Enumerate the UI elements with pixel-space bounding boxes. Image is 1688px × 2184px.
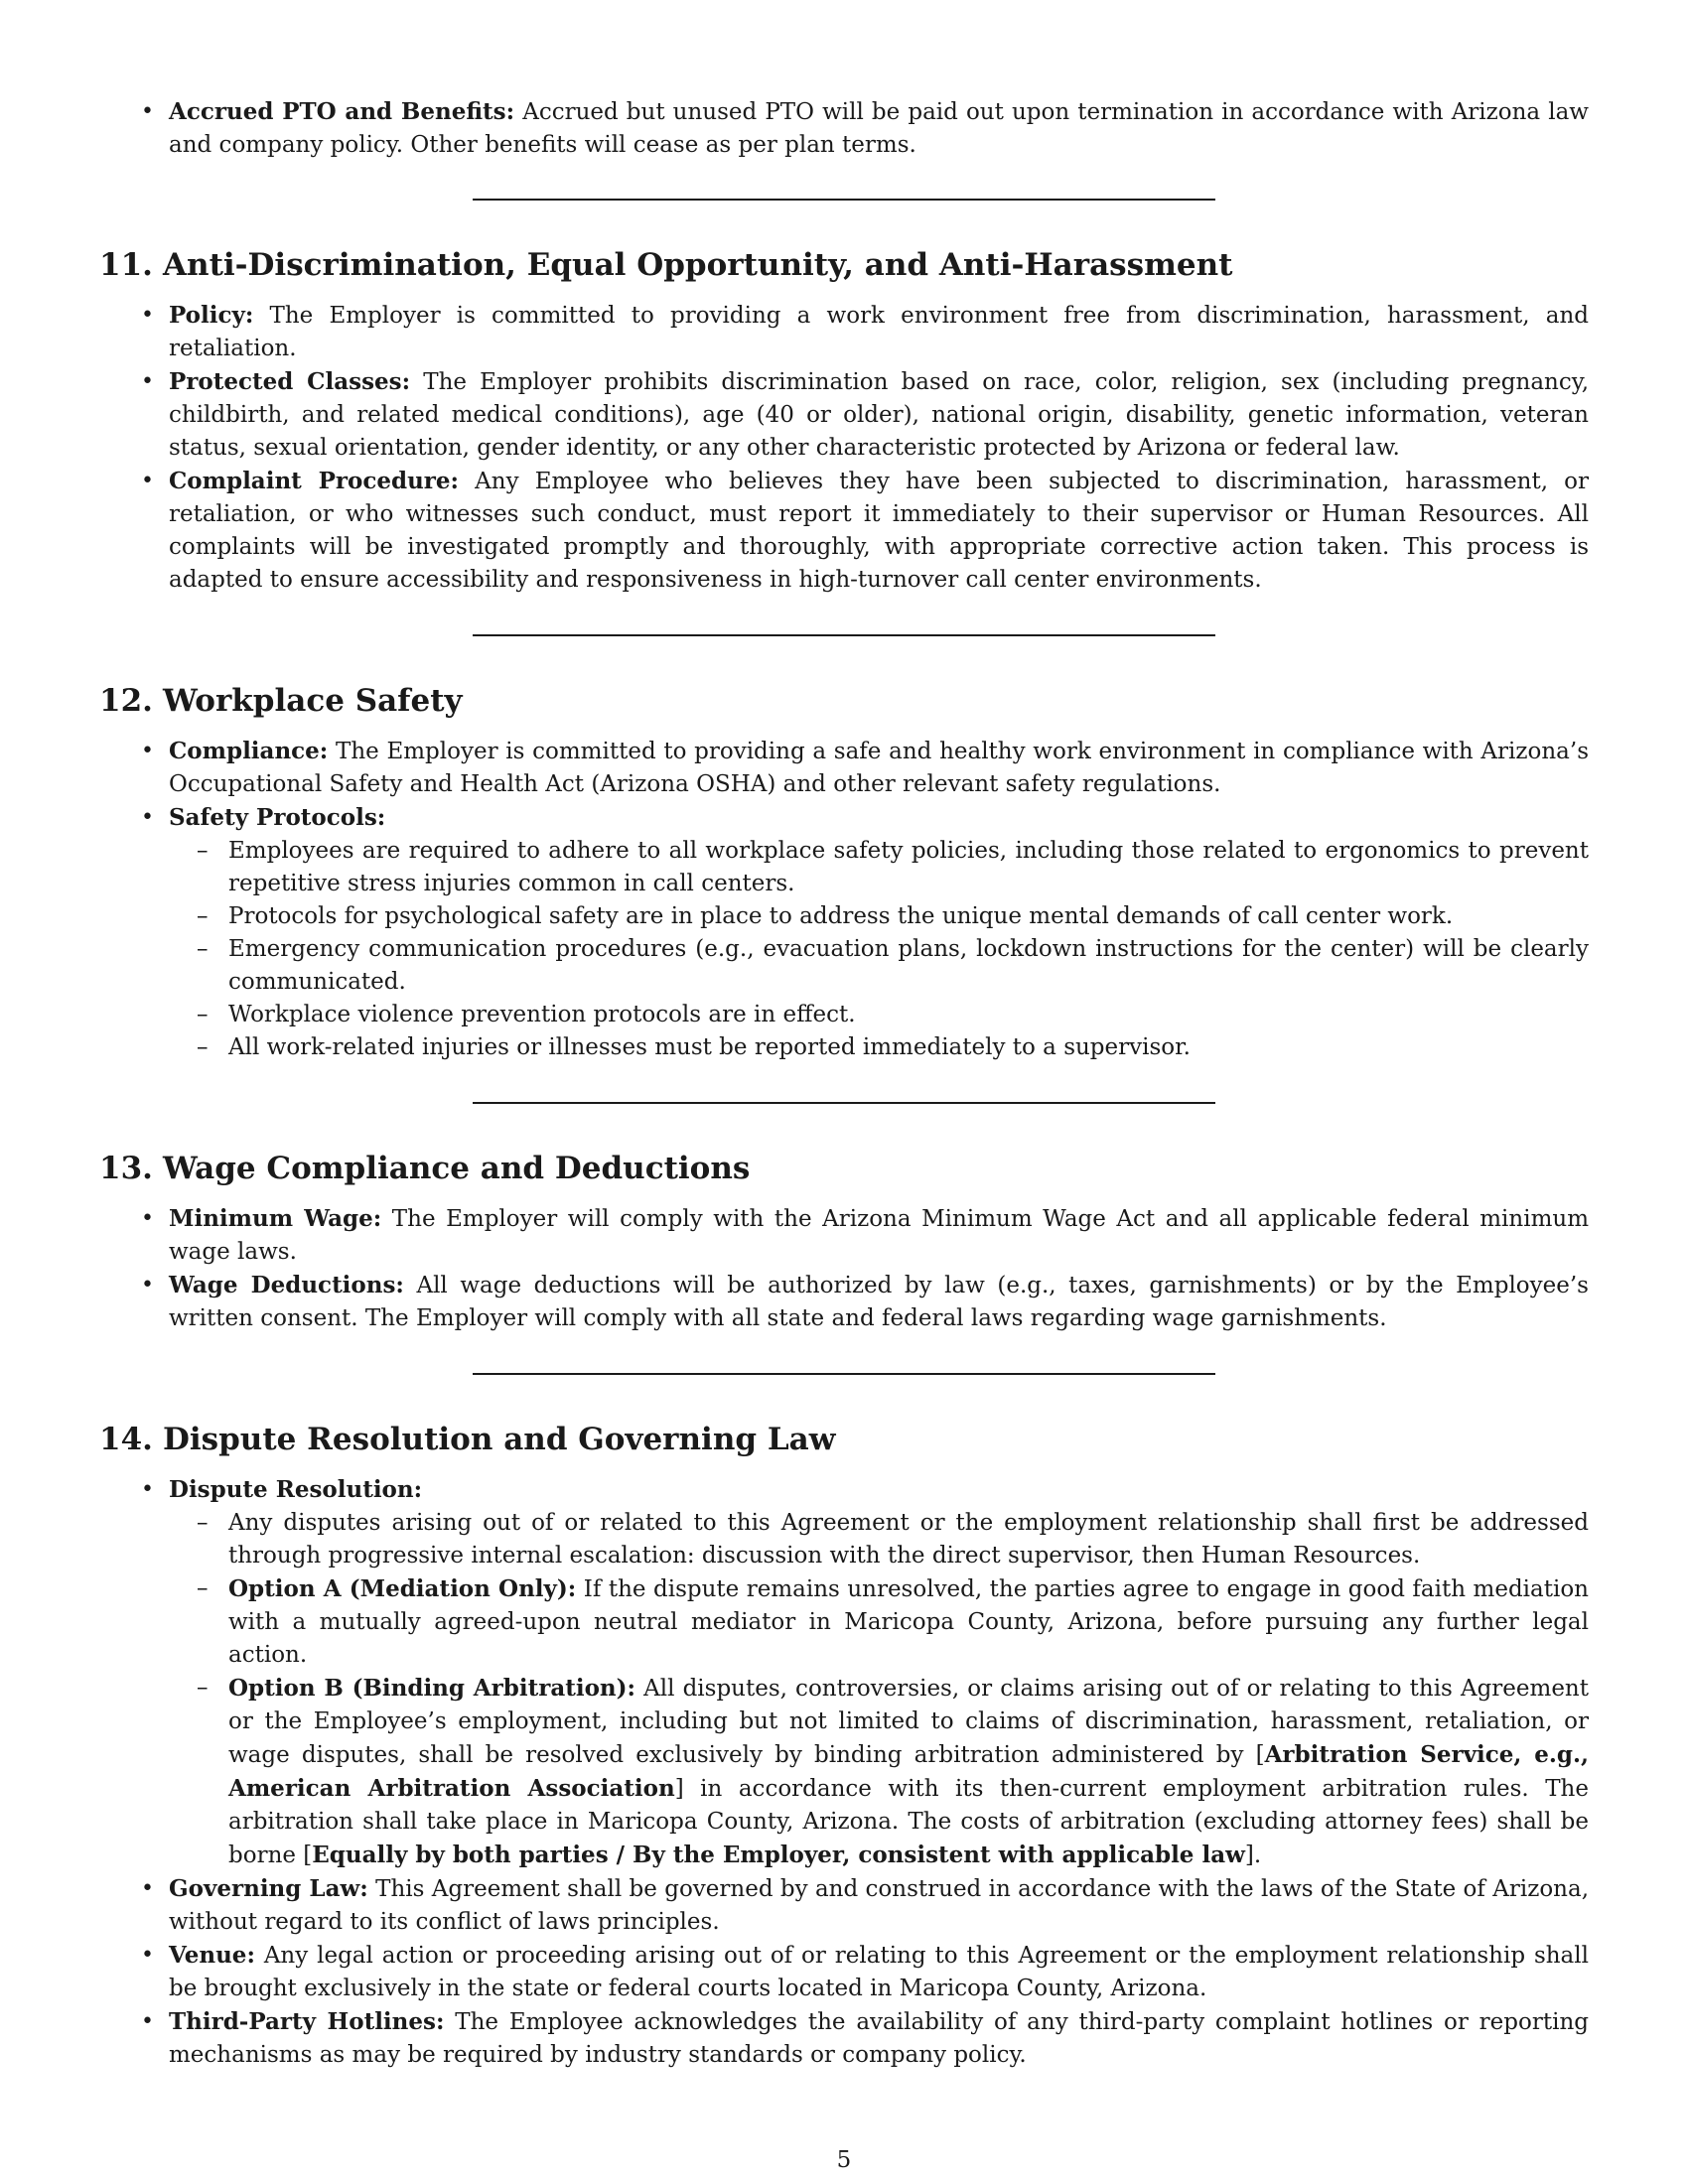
sub-item: – Emergency communication procedures (e.g., evacuation plans, lockdown instructions for the center) will be clearly communicated. xyxy=(169,933,1589,999)
item-label: Minimum Wage: xyxy=(169,1205,382,1232)
section-11 xyxy=(99,245,1589,597)
list-item-governing-law xyxy=(99,1872,1589,1939)
section-heading xyxy=(99,245,1589,285)
item-label: Compliance: xyxy=(169,738,329,764)
section-number: 11. xyxy=(99,247,153,283)
list-item-safety-protocols xyxy=(99,801,1589,1064)
sub-item-escalation: – Any disputes arising out of or related to this Agreement or the employment relationship shall first be addressed through progressive internal escalation: discussion with the direct supervisor, then Human Resources. xyxy=(169,1507,1589,1572)
list-item-third-party-hotlines xyxy=(99,2005,1589,2072)
item-label: Option B (Binding Arbitration): xyxy=(228,1675,636,1702)
section-divider xyxy=(473,1102,1215,1104)
section-12 xyxy=(99,681,1589,1064)
item-label: Wage Deductions: xyxy=(169,1272,404,1298)
item-label: Protected Classes: xyxy=(169,368,411,395)
item-text: The Employer is committed to providing a work environment free from discrimination, harassment, and retaliation. xyxy=(169,303,1589,361)
item-text: All wage deductions will be authorized by law (e.g., taxes, garnishments) or by the Employee’s written consent. The Employer will comply with all state and federal laws regarding wage garnishments. xyxy=(169,1273,1589,1331)
item-label: Third-Party Hotlines: xyxy=(169,2008,445,2035)
item-text: This Agreement shall be governed by and construed in accordance with the laws of the State of Arizona, without regard to its conflict of laws principles. xyxy=(169,1876,1590,1935)
section-divider xyxy=(473,1373,1215,1375)
item-text: Any Employee who believes they have been subjected to discrimination, harassment, or retaliation, or who witnesses such conduct, must report it immediately to their supervisor or Human Resources. All complaints will be investigated promptly and thoroughly, with appropriate corrective action taken. This process is adapted to ensure accessibility and responsiveness in high-turnover call center environments. xyxy=(169,469,1590,593)
sub-list xyxy=(169,835,1589,1064)
section-13 xyxy=(99,1149,1589,1335)
section-heading xyxy=(99,1420,1589,1459)
item-label: Policy: xyxy=(169,302,254,329)
section-heading xyxy=(99,1149,1589,1188)
section-title: Dispute Resolution and Governing Law xyxy=(163,1422,836,1457)
sub-item: – Protocols for psychological safety are in place to address the unique mental demands of call center work. xyxy=(169,900,1589,933)
sub-item: – All work-related injuries or illnesses must be reported immediately to a supervisor. xyxy=(169,1031,1589,1064)
section-14 xyxy=(99,1420,1589,2072)
sub-list xyxy=(169,1507,1589,1872)
item-label: Safety Protocols: xyxy=(169,804,386,831)
section-number: 12. xyxy=(99,683,153,719)
list-item-compliance xyxy=(99,735,1589,801)
list-item-minimum-wage xyxy=(99,1202,1589,1269)
item-label: Governing Law: xyxy=(169,1875,368,1902)
list-item-policy xyxy=(99,299,1589,365)
section-title: Workplace Safety xyxy=(163,683,463,719)
carryover-list xyxy=(99,95,1589,162)
section-list xyxy=(99,735,1589,1064)
section-divider xyxy=(473,199,1215,201)
item-label: Dispute Resolution: xyxy=(169,1476,423,1503)
item-text: Accrued but unused PTO will be paid out upon termination in accordance with Arizona law and company policy. Other benefits will cease as per plan terms. xyxy=(169,99,1589,158)
section-number: 13. xyxy=(99,1151,153,1186)
list-item-wage-deductions xyxy=(99,1269,1589,1335)
list-item-accrued-pto xyxy=(99,95,1589,162)
item-label: Complaint Procedure: xyxy=(169,468,460,494)
list-item-protected-classes xyxy=(99,365,1589,465)
item-label: Venue: xyxy=(169,1942,255,1969)
placeholder-cost-allocation: Equally by both parties / By the Employer, consistent with applicable law xyxy=(312,1842,1245,1868)
item-label: Accrued PTO and Benefits: xyxy=(169,98,515,125)
section-list xyxy=(99,1473,1589,2072)
item-text: The Employer will comply with the Arizona Minimum Wage Act and all applicable federal minimum wage laws. xyxy=(169,1206,1590,1265)
item-text: Any legal action or proceeding arising out of or relating to this Agreement or the employment relationship shall be brought exclusively in the state or federal courts located in Maricopa County, Arizona. xyxy=(169,1943,1589,2001)
item-text: All disputes, controversies, or claims arising out of or relating to this Agreement or the Employee’s employment, including but not limited to claims of discrimination, harassment, retaliation, or wage disputes, shall be resolved exclusively by binding arbitration administered by [ xyxy=(228,1676,1589,1768)
sub-item-option-b xyxy=(169,1672,1589,1872)
item-text: The Employer prohibits discrimination based on race, color, religion, sex (including pregnancy, childbirth, and related medical conditions), age (40 or older), national origin, disability, genetic information, veteran status, sexual orientation, gender identity, or any other characteristic protected by Arizona or federal law. xyxy=(169,369,1590,461)
item-text: The Employer is committed to providing a safe and healthy work environment in compliance with Arizona’s Occupational Safety and Health Act (Arizona OSHA) and other relevant safety regulations. xyxy=(169,739,1589,797)
section-divider xyxy=(473,634,1215,636)
section-list xyxy=(99,1202,1589,1335)
placeholder-arbitration-service: Arbitration Service, e.g., American Arbitration Association xyxy=(228,1741,1589,1802)
item-text: The Employee acknowledges the availability of any third-party complaint hotlines or reporting mechanisms as may be required by industry standards or company policy. xyxy=(169,2009,1589,2068)
sub-item-option-a xyxy=(169,1572,1589,1672)
item-label: Option A (Mediation Only): xyxy=(228,1575,577,1602)
section-heading xyxy=(99,681,1589,721)
item-text: If the dispute remains unresolved, the parties agree to engage in good faith mediation with a mutually agreed-upon neutral mediator in Maricopa County, Arizona, before pursuing any further legal action. xyxy=(228,1576,1589,1668)
section-title: Wage Compliance and Deductions xyxy=(163,1151,751,1186)
list-item-complaint-procedure xyxy=(99,465,1589,597)
item-text: ]. xyxy=(1244,1843,1262,1868)
sub-item: – Employees are required to adhere to all workplace safety policies, including those related to ergonomics to prevent repetitive stress injuries common in call centers. xyxy=(169,835,1589,900)
item-text: ] in accordance with its then-current employment arbitration rules. The arbitration shall take place in Maricopa County, Arizona. The costs of arbitration (excluding attorney fees) shall be borne [ xyxy=(228,1776,1589,1868)
page-number: 5 xyxy=(836,2147,852,2173)
list-item-dispute-resolution xyxy=(99,1473,1589,1872)
section-number: 14. xyxy=(99,1422,153,1457)
section-title: Anti-Discrimination, Equal Opportunity, and Anti-Harassment xyxy=(163,247,1233,283)
sub-item: – Workplace violence prevention protocols are in effect. xyxy=(169,999,1589,1031)
list-item-venue xyxy=(99,1939,1589,2005)
section-list xyxy=(99,299,1589,597)
page-content xyxy=(99,95,1589,2072)
